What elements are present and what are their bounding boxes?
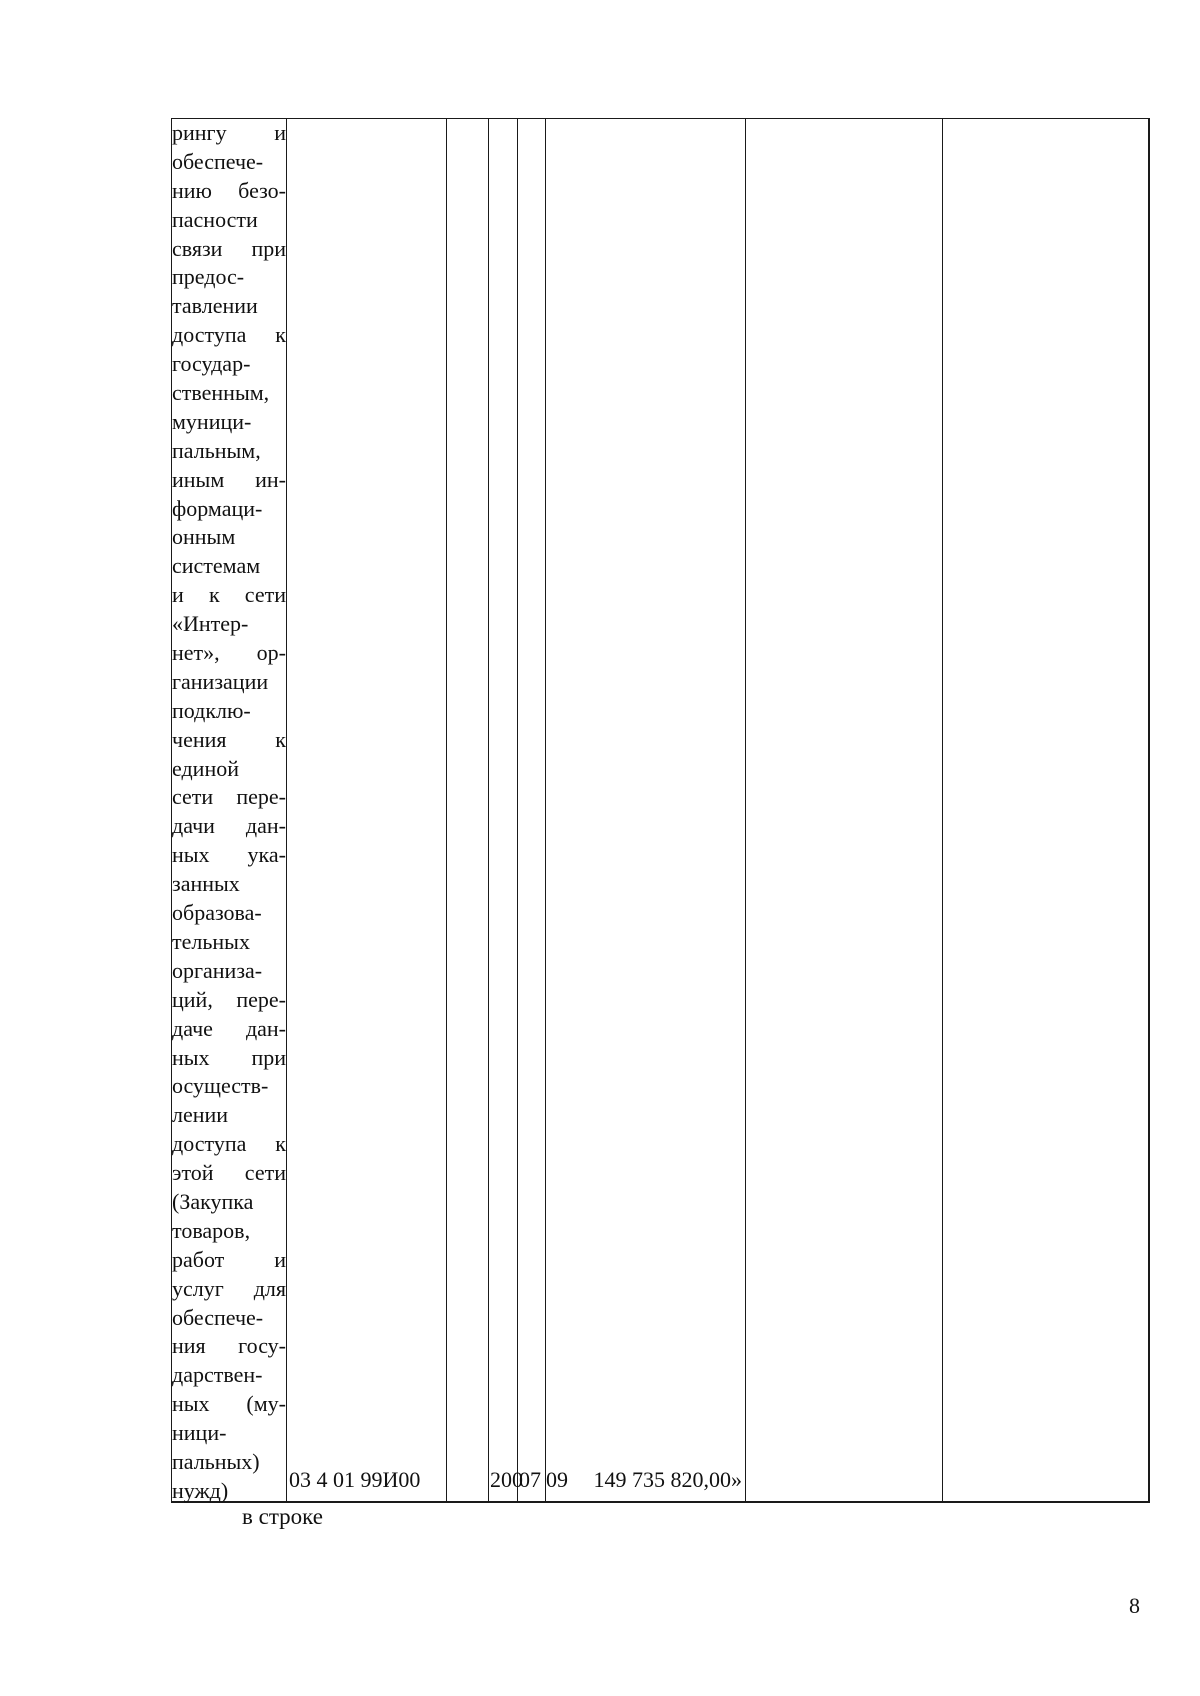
description-line: тавлении (172, 293, 258, 319)
description-line: ния госу- (172, 1333, 286, 1359)
description-line: работ и (172, 1246, 286, 1272)
description-line: пальных) (172, 1448, 260, 1474)
description-line: лении (172, 1102, 229, 1128)
after-table-text: в строке (242, 1504, 323, 1529)
description-line: этой сети (172, 1160, 286, 1186)
description-line: сети пере- (172, 784, 286, 810)
column-divider (745, 119, 746, 1501)
description-line: ций, пере- (172, 986, 286, 1012)
description-line: образова- (172, 900, 262, 926)
description-line: ных (му- (172, 1391, 286, 1417)
description-line: чения к (172, 726, 286, 752)
amount-cell: 149 735 820,00» (593, 1467, 742, 1492)
description-line: и к сети (172, 582, 286, 608)
description-line: осуществ- (172, 1073, 269, 1099)
column-divider (446, 119, 447, 1501)
description-line: тельных (172, 928, 250, 954)
description-line: государ- (172, 351, 251, 377)
description-line: подклю- (172, 697, 251, 723)
column-divider (488, 119, 489, 1501)
description-line: муници- (172, 408, 252, 434)
section-cell: 07 (519, 1467, 541, 1492)
description-line: нию безо- (172, 177, 286, 203)
description-line: даче дан- (172, 1015, 286, 1041)
description-line: обеспече- (172, 148, 264, 174)
description-line: формаци- (172, 495, 263, 521)
description-line: предос- (172, 264, 245, 290)
expense-type-cell: 200 (490, 1467, 523, 1492)
description-line: ници- (172, 1420, 227, 1446)
description-line: системам (172, 553, 261, 579)
description-line: ных ука- (172, 842, 286, 868)
description-line: (Закупка (172, 1188, 254, 1214)
target-code-cell: 03 4 01 99И00 (289, 1467, 421, 1492)
description-line: единой (172, 755, 239, 781)
description-line: ганизации (172, 668, 269, 694)
description-line: организа- (172, 957, 263, 983)
column-divider (545, 119, 546, 1501)
description-line: рингу и (172, 120, 286, 145)
description-line: связи при (172, 235, 286, 261)
description-line: ных при (172, 1044, 286, 1070)
description-line: онным (172, 524, 236, 550)
description-line: доступа к (172, 322, 286, 348)
column-divider (517, 119, 518, 1501)
column-divider (286, 119, 287, 1501)
description-line: товаров, (172, 1217, 251, 1243)
description-line: нужд) (172, 1477, 229, 1503)
description-line: обеспече- (172, 1304, 264, 1330)
description-line: услуг для (172, 1275, 286, 1301)
description-line: нет», ор- (172, 640, 286, 666)
description-line: занных (172, 871, 240, 897)
description-line: пальным, (172, 437, 261, 463)
description-line: ственным, (172, 380, 270, 406)
description-line: доступа к (172, 1131, 286, 1157)
budget-table (171, 118, 1150, 1503)
column-divider (942, 119, 943, 1501)
row-description (172, 119, 286, 1506)
description-line: иным ин- (172, 466, 286, 492)
description-line: пасности (172, 206, 258, 232)
description-line: дачи дан- (172, 813, 286, 839)
subsection-cell: 09 (546, 1467, 568, 1492)
description-line: дарствен- (172, 1362, 263, 1388)
description-line: «Интер- (172, 611, 249, 637)
page-number: 8 (1129, 1593, 1140, 1618)
